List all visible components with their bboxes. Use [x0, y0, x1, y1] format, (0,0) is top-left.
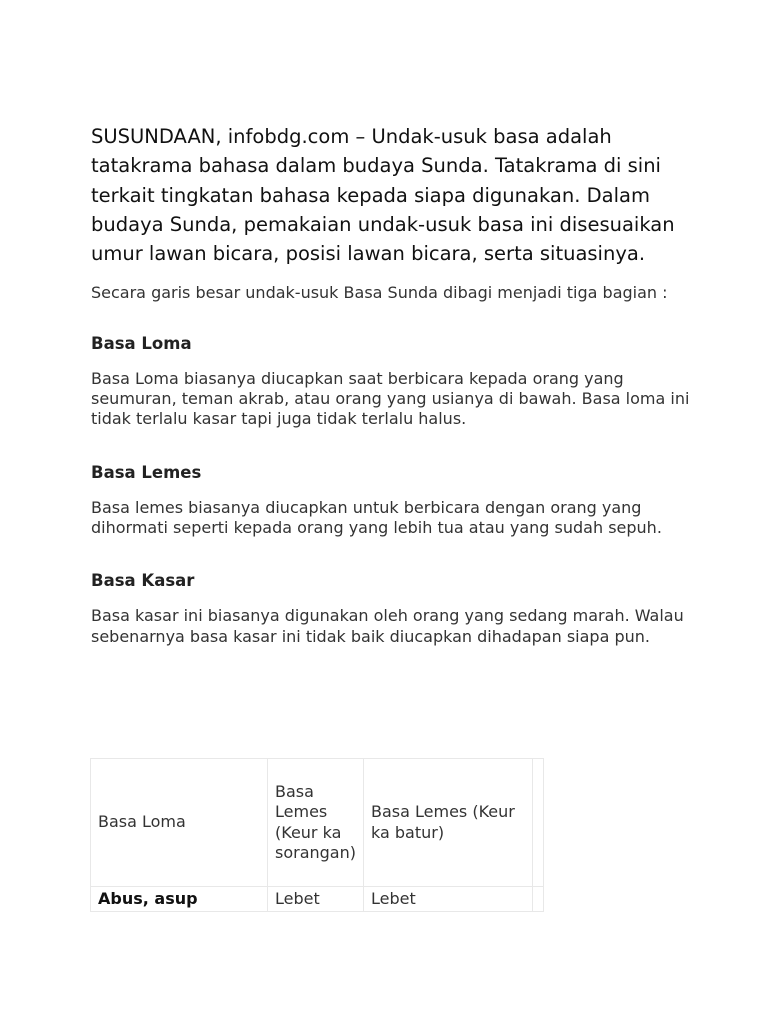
table-header-row: [91, 759, 544, 887]
section-heading-basa-loma: Basa Loma: [91, 333, 192, 353]
section-body-basa-lemes: Basa lemes biasanya diucapkan untuk berbicara dengan orang yang dihormati seperti kepada orang yang lebih tua atau yang sudah sepuh.: [91, 497, 662, 537]
section-heading-basa-lemes: Basa Lemes: [91, 462, 202, 482]
section-heading-basa-kasar: Basa Kasar: [91, 571, 195, 591]
vocabulary-table: [90, 758, 544, 912]
table-cell: [533, 887, 544, 912]
table-header-cell: Basa Lemes (Keur ka sorangan): [268, 759, 364, 887]
table-cell: Abus, asup: [91, 887, 268, 912]
table-row: [91, 887, 544, 912]
table-header-cell: Basa Loma: [91, 759, 268, 887]
table-cell: Lebet: [268, 887, 364, 912]
section-body-basa-kasar: Basa kasar ini biasanya digunakan oleh orang yang sedang marah. Walau sebenarnya basa kasar ini tidak baik diucapkan dihadapan siapa pun.: [91, 606, 684, 646]
intro-paragraph: Secara garis besar undak-usuk Basa Sunda dibagi menjadi tiga bagian :: [91, 283, 668, 303]
table-cell: Lebet: [364, 887, 533, 912]
article-body: [91, 122, 691, 647]
section-body-basa-loma: Basa Loma biasanya diucapkan saat berbicara kepada orang yang seumuran, teman akrab, atau orang yang usianya di bawah. Basa loma ini tidak terlalu kasar tapi juga tidak terlalu halus.: [91, 368, 690, 429]
table-header-cell: [533, 759, 544, 887]
lead-paragraph: SUSUNDAAN, infobdg.com – Undak-usuk basa adalah tatakrama bahasa dalam budaya Sunda. Tatakrama di sini terkait tingkatan bahasa kepada siapa digunakan. Dalam budaya Sunda, pemakaian undak-usuk basa ini disesuaikan umur lawan bicara, posisi lawan bicara, serta situasinya.: [91, 125, 675, 266]
table-header-cell: Basa Lemes (Keur ka batur): [364, 759, 533, 887]
